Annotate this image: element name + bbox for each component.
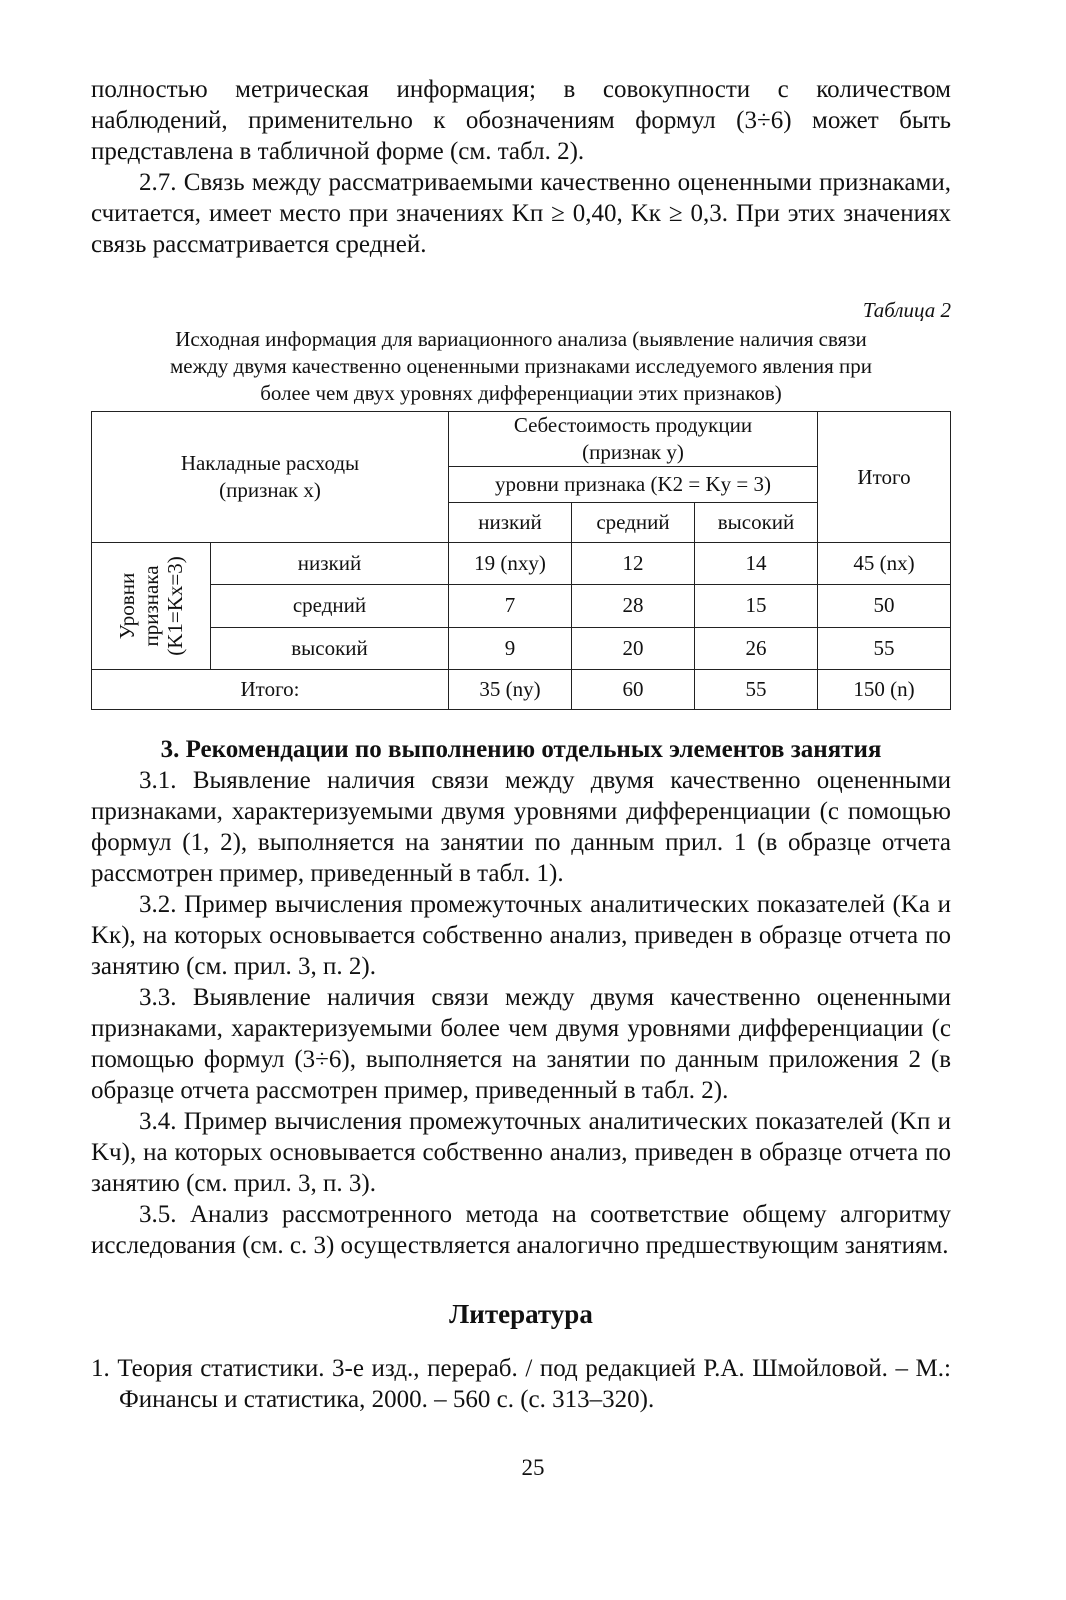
total-row-label: Итого:: [92, 670, 449, 710]
row-group-label: Уровни признака (K1=Kx=3): [92, 543, 211, 670]
page-number: 25: [521, 1455, 545, 1480]
table-row: [92, 585, 951, 627]
table-cell: 150 (n): [818, 670, 951, 710]
paragraph-3-3: 3.3. Выявление наличия связи между двумя качественно оцененными признаками, характеризуемыми более чем двумя уровнями дифференциации (с помощью формул (3÷6), выполняется на занятии по данным приложения 2 (в образце отчета рассмотрен пример, приведенный в табл. 2).: [91, 984, 951, 1104]
table-cell: 50: [818, 585, 951, 627]
table-cell: 20: [572, 627, 695, 669]
header-x: Накладные расходы (признак x): [92, 412, 449, 543]
table-cell: 19 (nxy): [449, 543, 572, 585]
table-cell: 60: [572, 670, 695, 710]
table-cell: 28: [572, 585, 695, 627]
table-caption: Исходная информация для вариационного анализа (выявление наличия связи между двумя качественно оцененными признаками исследуемого явления при более чем двух уровнях дифференциации этих признаков): [170, 327, 872, 405]
col-header-high: высокий: [695, 503, 818, 543]
table-cell: 35 (ny): [449, 670, 572, 710]
table-cell: 7: [449, 585, 572, 627]
table-total-row: [92, 670, 951, 710]
table-row: [92, 627, 951, 669]
literature-item: 1. Теория статистики. 3-е изд., перераб. / под редакцией Р.А. Шмойловой. – М.: Финансы и статистика, 2000. – 560 с. (с. 313–320).: [91, 1355, 951, 1413]
table-label: Таблица 2: [862, 298, 951, 322]
table-cell: 12: [572, 543, 695, 585]
table-cell: 14: [695, 543, 818, 585]
table-cell: 55: [695, 670, 818, 710]
table-cell: 55: [818, 627, 951, 669]
paragraph-2-7: 2.7. Связь между рассматриваемыми качественно оцененными признаками, считается, имеет место при значениях Kп ≥ 0,40, Kк ≥ 0,3. При этих значениях связь рассматривается средней.: [91, 169, 951, 258]
table-cell: 9: [449, 627, 572, 669]
paragraph-3-1: 3.1. Выявление наличия связи между двумя качественно оцененными признаками, характеризуемыми двумя уровнями дифференциации (с помощью формул (1, 2), выполняется на занятии по данным прил. 1 (в образце отчета рассмотрен пример, приведенный в табл. 1).: [91, 767, 951, 887]
header-total: Итого: [818, 412, 951, 543]
section-3-title: 3. Рекомендации по выполнению отдельных элементов занятия: [160, 736, 882, 763]
paragraph-intro-1: полностью метрическая информация; в совокупности с количеством наблюдений, применительно к обозначениям формул (3÷6) может быть представлена в табличной форме (см. табл. 2).: [91, 76, 951, 165]
literature-title: Литература: [449, 1299, 593, 1329]
col-header-mid: средний: [572, 503, 695, 543]
data-table: [91, 411, 951, 710]
col-header-low: низкий: [449, 503, 572, 543]
row-label: средний: [211, 585, 449, 627]
table-cell: 45 (nx): [818, 543, 951, 585]
paragraph-3-2: 3.2. Пример вычисления промежуточных аналитических показателей (Kа и Kк), на которых основывается собственно анализ, приведен в образце отчета по занятию (см. прил. 3, п. 2).: [91, 891, 951, 980]
header-y: Себестоимость продукции (признак y): [449, 412, 818, 467]
paragraph-3-4: 3.4. Пример вычисления промежуточных аналитических показателей (Kп и Kч), на которых основывается собственно анализ, приведен в образце отчета по занятию (см. прил. 3, п. 3).: [91, 1108, 951, 1197]
header-levels: уровни признака (K2 = Ky = 3): [449, 467, 818, 503]
table-cell: 26: [695, 627, 818, 669]
row-label: высокий: [211, 627, 449, 669]
table-row: [92, 543, 951, 585]
table-cell: 15: [695, 585, 818, 627]
row-label: низкий: [211, 543, 449, 585]
page-body: [91, 74, 951, 1415]
paragraph-3-5: 3.5. Анализ рассмотренного метода на соответствие общему алгоритму исследования (см. с. 3) осуществляется аналогично предшествующим занятиям.: [91, 1201, 951, 1259]
